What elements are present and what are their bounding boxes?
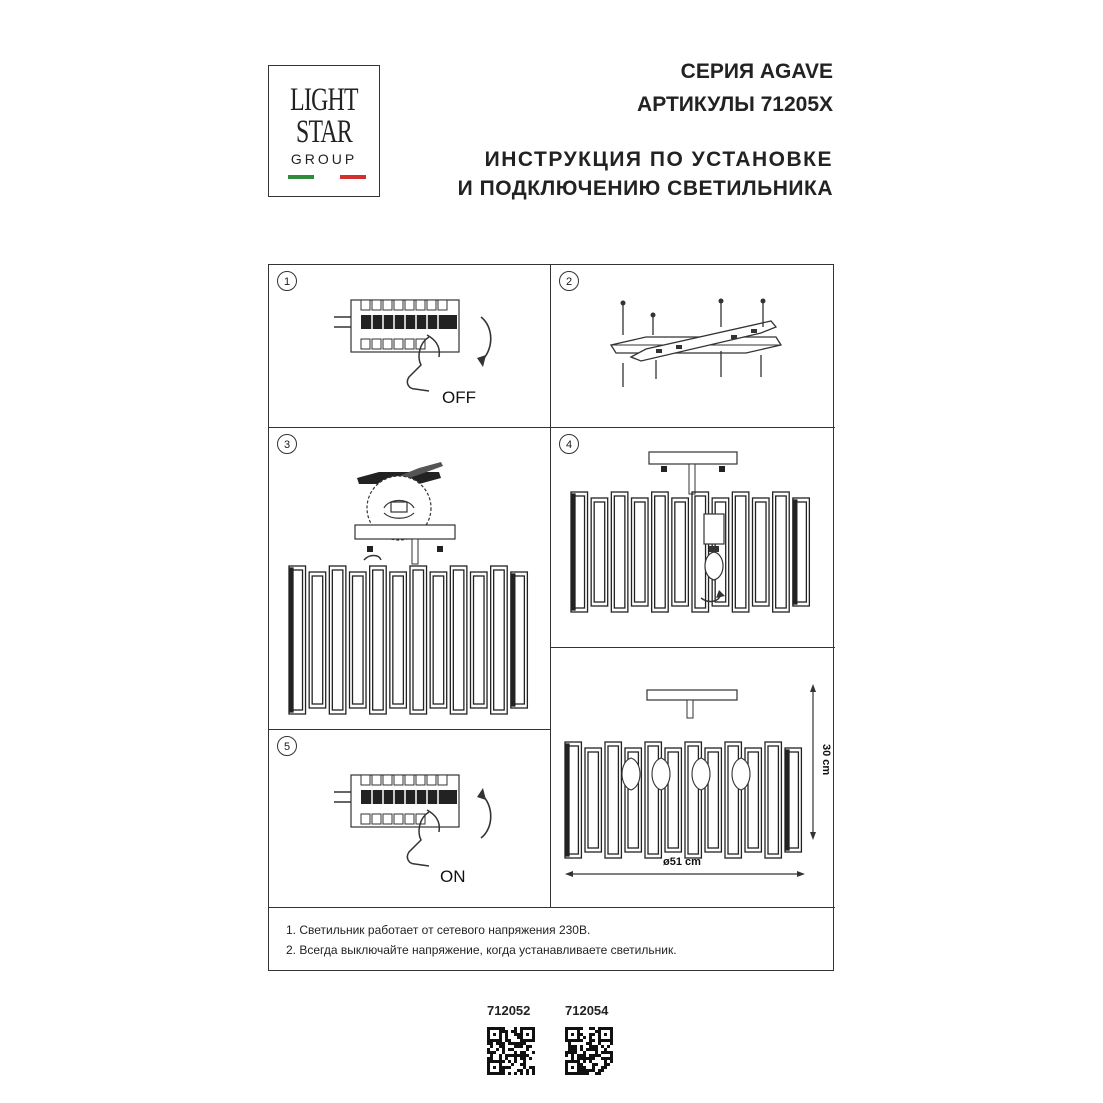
instruction-title-line-2: И ПОДКЛЮЧЕНИЮ СВЕТИЛЬНИКА — [457, 177, 833, 200]
flag-green — [288, 175, 314, 179]
step-4-panel — [551, 428, 835, 648]
articles-title: АРТИКУЛЫ 71205X — [637, 93, 833, 116]
on-label: ON — [440, 867, 466, 886]
flag-red — [340, 175, 366, 179]
dimensions-panel — [551, 648, 835, 908]
dimensions-illustration — [551, 648, 833, 906]
bulb-install-illustration — [551, 428, 833, 646]
step-number: 1 — [277, 271, 297, 291]
series-title: СЕРИЯ AGAVE — [680, 60, 833, 83]
qr-code-icon[interactable] — [565, 1027, 613, 1075]
brand-logo — [268, 65, 380, 197]
logo-line-1: LIGHT — [290, 82, 358, 118]
note-safety: 2. Всегда выключайте напряжение, когда устанавливаете светильник. — [286, 943, 677, 957]
italian-flag-stripe — [288, 175, 366, 179]
logo-line-2: STAR — [296, 114, 352, 150]
logo-line-3: GROUP — [290, 151, 358, 167]
step-2-panel — [551, 265, 835, 428]
step-1-panel — [269, 265, 551, 428]
product-code-1: 712052 — [487, 1003, 531, 1018]
instruction-grid — [268, 264, 834, 971]
product-code-2: 712054 — [565, 1003, 609, 1018]
breaker-on-illustration — [269, 730, 549, 906]
step-number: 3 — [277, 434, 297, 454]
off-label: OFF — [442, 388, 476, 407]
mounting-bracket-illustration — [551, 265, 833, 426]
notes-section — [269, 908, 833, 970]
qr-code-icon[interactable] — [487, 1027, 535, 1075]
step-number: 5 — [277, 736, 297, 756]
step-3-panel — [269, 428, 551, 730]
step-5-panel — [269, 730, 551, 908]
step-number: 4 — [559, 434, 579, 454]
diameter-dimension-label: ø51 cm — [663, 856, 701, 868]
breaker-off-illustration — [269, 265, 549, 426]
flag-white — [314, 175, 340, 179]
wiring-illustration — [269, 428, 549, 728]
note-voltage: 1. Светильник работает от сетевого напряжения 230В. — [286, 923, 591, 937]
height-dimension-label: 30 cm — [820, 744, 832, 776]
instruction-title-line-1: ИНСТРУКЦИЯ ПО УСТАНОВКЕ — [484, 148, 833, 171]
step-number: 2 — [559, 271, 579, 291]
